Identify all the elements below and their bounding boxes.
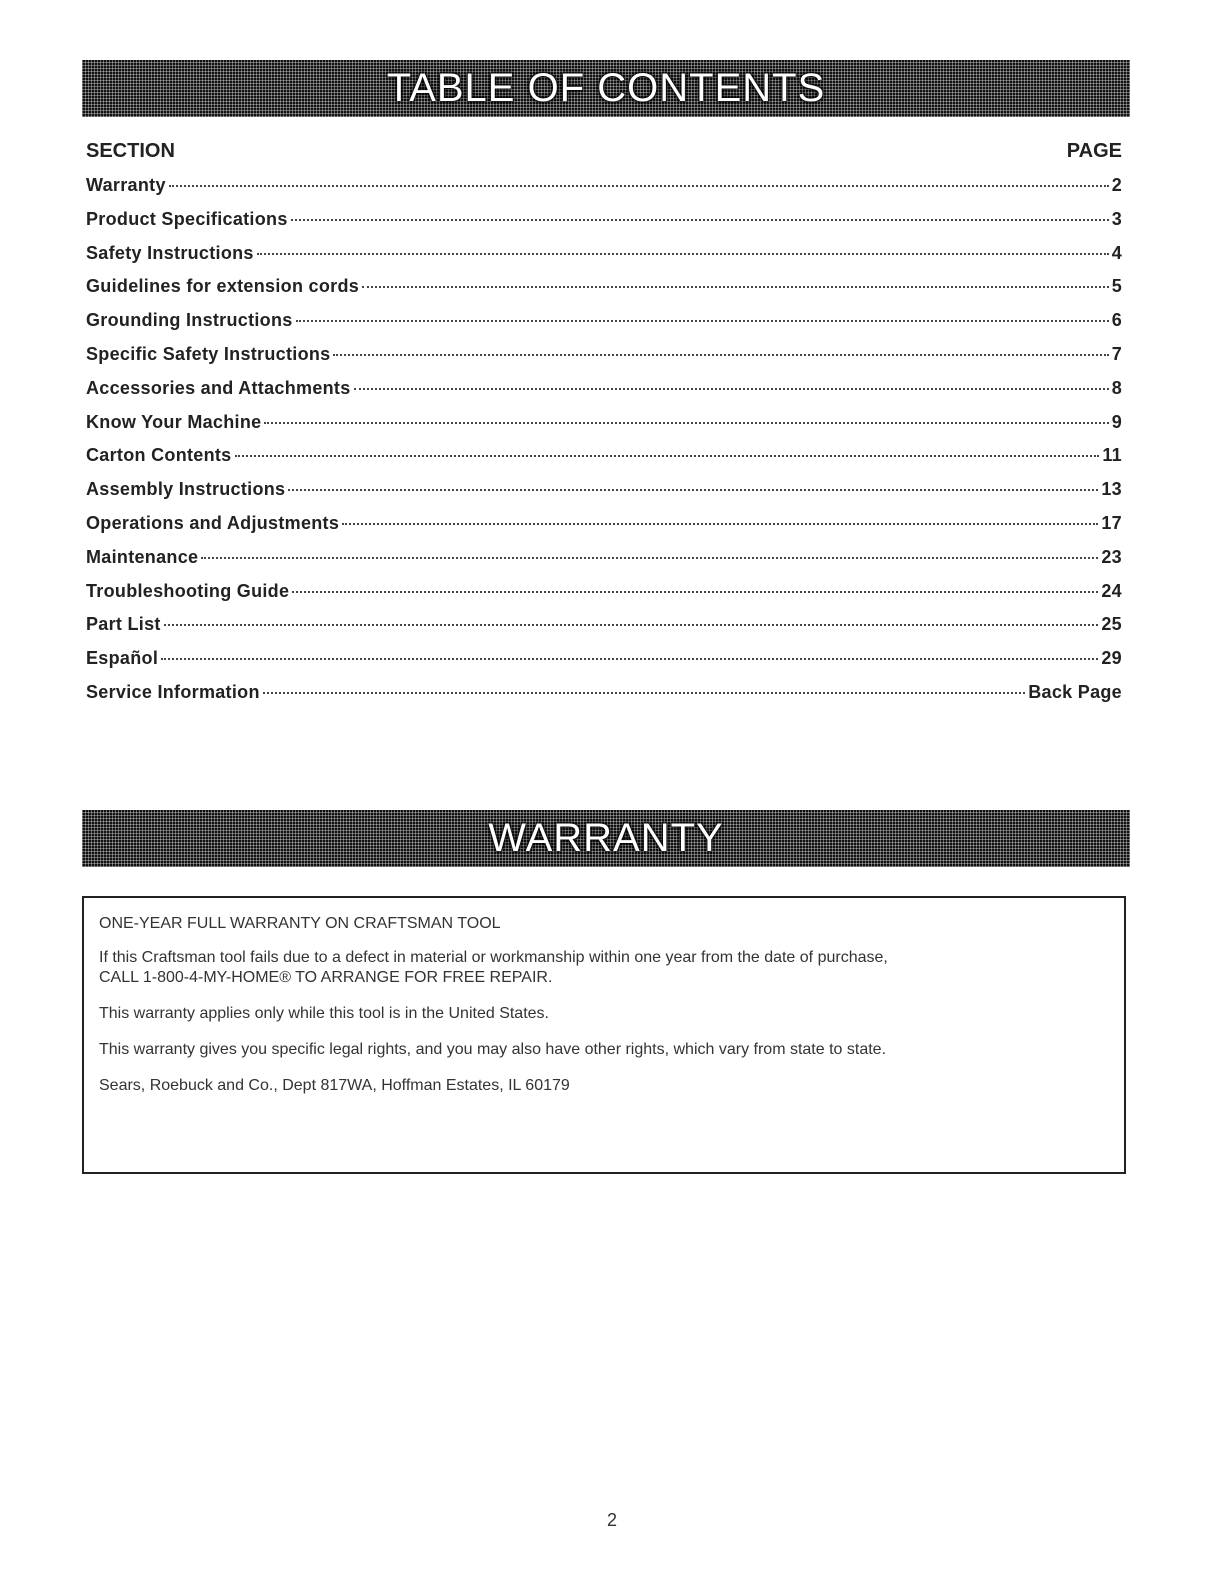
toc-dot-leader [288, 489, 1098, 491]
toc-entry-label: Carton Contents [86, 445, 232, 466]
toc-entry-page: 9 [1111, 411, 1122, 432]
toc-entry-label: Guidelines for extension cords [86, 276, 360, 297]
warranty-paragraph-1-line-1: If this Craftsman tool fails due to a defect in material or workmanship within one year from the date of purchase, [99, 949, 888, 966]
toc-entry [86, 344, 1122, 378]
toc-dot-leader [235, 455, 1100, 457]
toc-entry [86, 412, 1122, 446]
warranty-heading: ONE-YEAR FULL WARRANTY ON CRAFTSMAN TOOL [99, 915, 501, 932]
warranty-paragraph-1-line-2: CALL 1-800-4-MY-HOME® TO ARRANGE FOR FREE REPAIR. [99, 969, 553, 986]
toc-entry-label: Assembly Instructions [86, 479, 286, 500]
toc-entry-page: 17 [1101, 512, 1122, 533]
toc-entry-page: 3 [1111, 208, 1122, 229]
toc-dot-leader [354, 388, 1109, 390]
toc-entry [86, 648, 1122, 682]
toc-entry [86, 378, 1122, 412]
toc-dot-leader [292, 591, 1098, 593]
toc-dot-leader [342, 523, 1098, 525]
toc-entry-page: 25 [1101, 614, 1122, 635]
toc-entry [86, 513, 1122, 547]
toc-dot-leader [201, 557, 1098, 559]
toc-entry-page: 4 [1111, 242, 1122, 263]
page-number: 2 [606, 1510, 617, 1530]
toc-entry [86, 276, 1122, 310]
toc-entry-label: Troubleshooting Guide [86, 580, 290, 601]
warranty-paragraph-3: This warranty gives you specific legal rights, and you may also have other rights, which vary from state to state. [99, 1041, 887, 1058]
toc-dot-leader [291, 219, 1109, 221]
toc-entry-page: 2 [1111, 175, 1122, 195]
toc-entry-page: 8 [1111, 377, 1122, 398]
warranty-banner [82, 810, 1130, 867]
toc-dot-leader [169, 185, 1109, 187]
toc-entry-label: Service Information [86, 681, 260, 702]
toc-entry [86, 310, 1122, 344]
warranty-title: WARRANTY [488, 816, 724, 860]
toc-dot-leader [161, 658, 1098, 660]
toc-entry [86, 682, 1122, 716]
toc-entry-label: Operations and Adjustments [86, 512, 340, 533]
toc-entry-label: Product Specifications [86, 208, 288, 229]
toc-dot-leader [362, 286, 1109, 288]
warranty-paragraph-1 [99, 948, 1109, 988]
toc-dot-leader [257, 253, 1109, 255]
toc-dot-leader [333, 354, 1108, 356]
toc-entry-page: 13 [1101, 479, 1122, 500]
toc-entry [86, 445, 1122, 479]
toc-entry-label: Know Your Machine [86, 411, 262, 432]
toc-entry-page: 5 [1111, 276, 1122, 297]
toc-banner [82, 60, 1130, 117]
toc-entry-page: 23 [1101, 546, 1122, 567]
page-header: PAGE [1066, 140, 1122, 162]
toc-entry-label: Warranty [86, 175, 166, 195]
toc-entry-page: 7 [1111, 343, 1122, 364]
toc-entry [86, 581, 1122, 615]
toc-entry-label: Safety Instructions [86, 242, 254, 263]
warranty-paragraph-2: This warranty applies only while this tool is in the United States. [99, 1005, 549, 1022]
toc-title: TABLE OF CONTENTS [386, 66, 826, 110]
warranty-box [82, 896, 1126, 1174]
toc-column-headers [86, 140, 1122, 163]
toc-entry-page: Back Page [1028, 681, 1122, 702]
toc-entry-label: Maintenance [86, 546, 199, 567]
warranty-address: Sears, Roebuck and Co., Dept 817WA, Hoffman Estates, IL 60179 [99, 1077, 570, 1094]
toc-entry [86, 243, 1122, 277]
toc-entry-page: 29 [1101, 648, 1122, 669]
section-header: SECTION [86, 140, 175, 162]
toc-entry-label: Grounding Instructions [86, 310, 293, 331]
toc-entry [86, 479, 1122, 513]
toc-dot-leader [263, 692, 1025, 694]
toc-entry-label: Specific Safety Instructions [86, 343, 331, 364]
toc-dot-leader [264, 422, 1108, 424]
toc-entry-page: 6 [1111, 310, 1122, 331]
toc-entry-label: Accessories and Attachments [86, 377, 351, 398]
toc-entry [86, 175, 1122, 209]
toc-entry-page: 11 [1102, 445, 1122, 466]
toc-entry [86, 614, 1122, 648]
toc-entry-page: 24 [1101, 580, 1122, 601]
toc-entry-label: Español [86, 648, 159, 669]
toc-entry [86, 547, 1122, 581]
toc-dot-leader [164, 624, 1099, 626]
toc-entry-label: Part List [86, 614, 161, 635]
toc-list [86, 175, 1122, 716]
toc-dot-leader [296, 320, 1109, 322]
toc-entry [86, 209, 1122, 243]
